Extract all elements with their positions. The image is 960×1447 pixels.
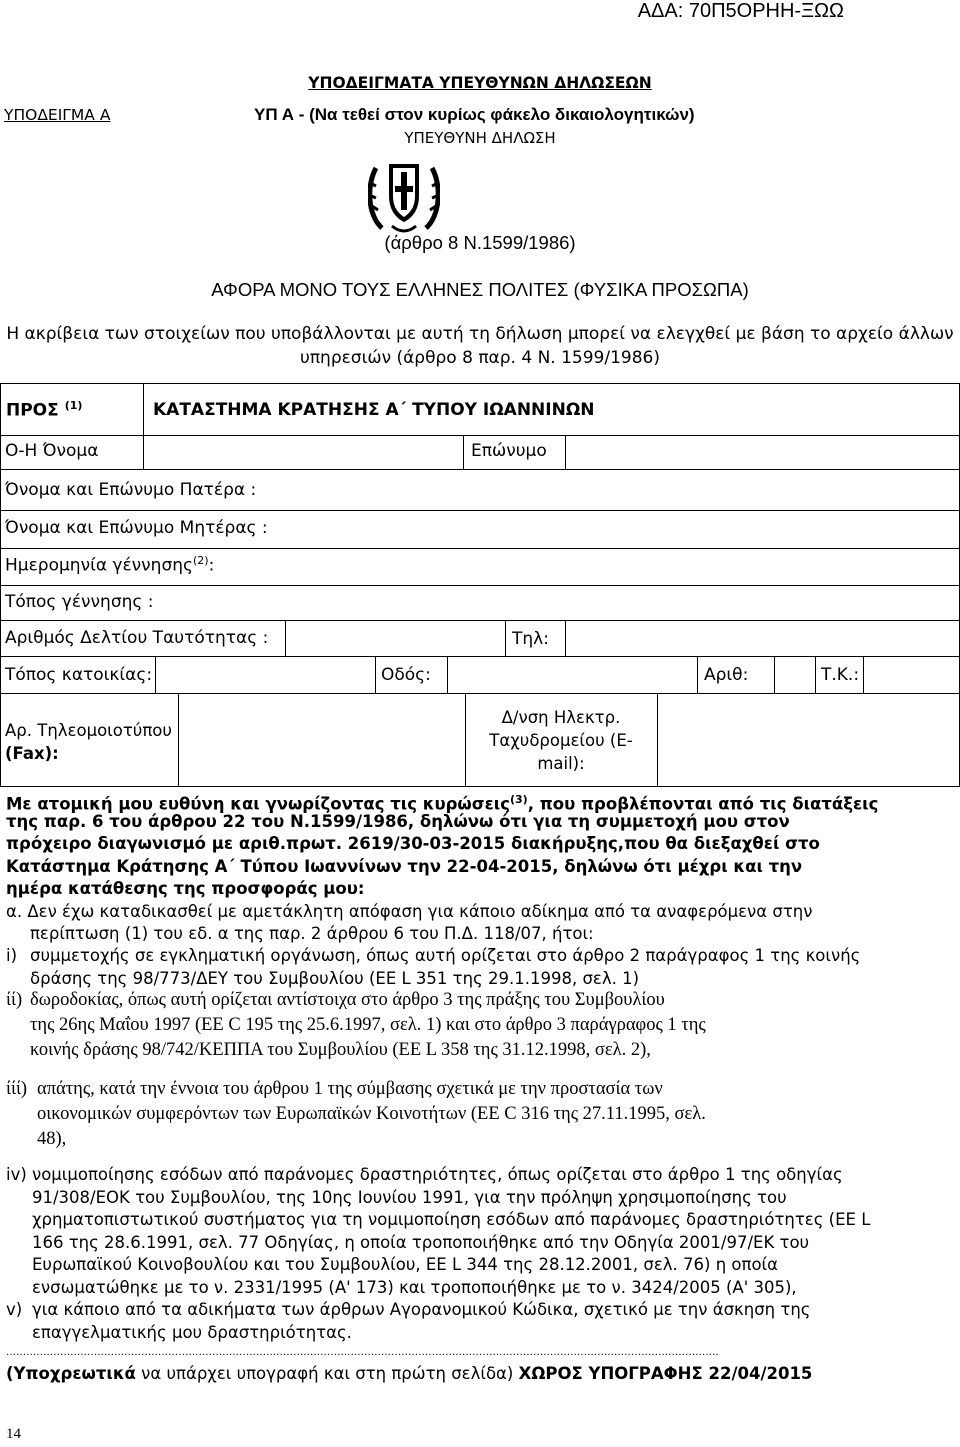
- sample-label: ΥΠΟΔΕΙΓΜΑ Α: [4, 106, 111, 124]
- father-name-label: Όνομα και Επώνυμο Πατέρα :: [5, 480, 257, 500]
- item-iii-line-1: απάτης, κατά την έννοια του άρθρου 1 της σύμβασης σχετικά με την προστασία των: [37, 1079, 663, 1099]
- fax-label: Αρ. Τηλεομοιοτύπου (Fax):: [5, 721, 172, 763]
- item-ii-line-3: κοινής δράσης 98/742/ΚΕΠΠΑ του Συμβουλίου (ΕΕ L 358 της 31.12.1998, σελ. 2),: [30, 1040, 651, 1060]
- declaration-title: ΥΠΕΥΘΥΝΗ ΔΗΛΩΣΗ: [404, 129, 556, 147]
- declaration-line-4: Κατάστημα Κράτησης Α΄ Τύπου Ιωαννίνων την 22-04-2015, δηλώνω ότι μέχρι και την: [6, 857, 803, 876]
- to-label: ΠΡΟΣ $^{(1)}$: [6, 399, 83, 421]
- name-field-label: Ο-Η Όνομα: [5, 441, 99, 461]
- greek-emblem-icon: [368, 150, 440, 236]
- item-ii-marker: ίί): [6, 990, 23, 1010]
- item-i-marker: i): [6, 946, 18, 965]
- postcode-label: Τ.Κ.:: [821, 665, 860, 685]
- law-reference: (άρθρο 8 Ν.1599/1986): [384, 232, 576, 253]
- mother-name-label: Όνομα και Επώνυμο Μητέρας :: [5, 518, 268, 538]
- item-iv-line-6: ενσωματώθηκε με το ν. 2331/1995 (Α' 173) και τροποποιήθηκε με το ν. 3424/2005 (Α' 305),: [32, 1278, 797, 1297]
- phone-label: Τηλ:: [512, 629, 549, 649]
- sample-description: ΥΠ Α - (Να τεθεί στον κυρίως φάκελο δικαιολογητικών): [254, 105, 695, 124]
- scope-line: ΑΦΟΡΑ ΜΟΝΟ ΤΟΥΣ ΕΛΛΗΝΕΣ ΠΟΛΙΤΕΣ (ΦΥΣΙΚΑ ΠΡΟΣΩΠΑ): [211, 279, 749, 300]
- item-iii-marker: ίίί): [6, 1079, 28, 1099]
- declaration-line-2: της παρ. 6 του άρθρου 22 του Ν.1599/1986, δηλώνω ότι για τη συμμετοχή μου στον: [6, 812, 790, 831]
- ada-code: ΑΔΑ: 70Π5ΟΡΗΗ-ΞΩΩ: [637, 0, 844, 22]
- item-v-line-1: για κάποιο από τα αδικήματα των άρθρων Αγορανομικού Κώδικα, σχετικό με την άσκηση της: [32, 1300, 811, 1319]
- item-iv-line-4: 166 της 28.6.1991, σελ. 77 Οδηγίας, η οποία τροποποιήθηκε από την Οδηγία 2001/97/ΕΚ του: [32, 1233, 810, 1252]
- item-iv-marker: iv): [6, 1165, 27, 1184]
- item-v-marker: v): [6, 1300, 23, 1319]
- accuracy-note-line2: υπηρεσιών (άρθρο 8 παρ. 4 Ν. 1599/1986): [299, 348, 660, 368]
- page-number: 14: [6, 1426, 21, 1442]
- item-iv-line-1: νομιμοποίησης εσόδων από παράνομες δραστηριότητες, όπως ορίζεται στο άρθρο 1 της οδηγίας: [32, 1165, 843, 1184]
- item-iii-line-2: οικονομικών συμφερόντων των Ευρωπαϊκών Κοινοτήτων (ΕΕ C 316 της 27.11.1995, σελ.: [37, 1104, 706, 1124]
- number-label: Αριθ:: [704, 665, 749, 685]
- street-label: Οδός:: [381, 665, 431, 685]
- accuracy-note-line1: Η ακρίβεια των στοιχείων που υποβάλλονται με αυτή τη δήλωση μπορεί να ελεγχθεί με βάση το αρχείο άλλων: [6, 324, 954, 344]
- item-iv-line-5: Ευρωπαϊκού Κοινοβουλίου και του Συμβουλίου, ΕΕ L 344 της 28.12.2001, σελ. 76) η οποία: [32, 1255, 779, 1274]
- declaration-line-3: πρόχειρο διαγωνισμό με αριθ.πρωτ. 2619/30-03-2015 διακήρυξης,που θα διεξαχθεί στο: [6, 834, 820, 853]
- email-label: Δ/νση Ηλεκτρ. Ταχυδρομείου (E- mail):: [489, 708, 633, 773]
- samples-title: ΥΠΟΔΕΙΓΜΑΤΑ ΥΠΕΥΘΥΝΩΝ ΔΗΛΩΣΕΩΝ: [308, 74, 652, 92]
- residence-label: Τόπος κατοικίας:: [5, 665, 153, 685]
- birth-date-label: Ημερομηνία γέννησης$^{(2)}$:: [5, 554, 215, 576]
- declaration-line-5: ημέρα κατάθεσης της προσφοράς μου:: [6, 879, 365, 898]
- item-v-line-2: επαγγελματικής μου δραστηριότητας.: [32, 1323, 352, 1342]
- item-ii-line-2: της 26ης Μαΐου 1997 (ΕΕ C 195 της 25.6.1997, σελ. 1) και στο άρθρο 3 παράγραφος 1 της: [30, 1015, 706, 1035]
- to-value: ΚΑΤΑΣΤΗΜΑ ΚΡΑΤΗΣΗΣ Α΄ ΤΥΠΟΥ ΙΩΑΝΝΙΝΩΝ: [153, 400, 595, 420]
- declaration-line-1: Με ατομική μου ευθύνη και γνωρίζοντας τις κυρώσεις$^{(3)}$, που προβλέπονται από τις διατάξεις: [6, 793, 879, 814]
- item-iv-line-2: 91/308/ΕΟΚ του Συμβουλίου, της 10ης Ιουνίου 1991, για την πρόληψη χρησιμοποίησης του: [32, 1188, 787, 1207]
- id-card-label: Αριθμός Δελτίου Ταυτότητας :: [5, 628, 269, 648]
- surname-field-label: Επώνυμο: [471, 441, 547, 461]
- birth-place-label: Τόπος γέννησης :: [5, 592, 154, 612]
- item-a-line-1: α. Δεν έχω καταδικασθεί με αμετάκλητη απόφαση για κάποιο αδίκημα από τα αναφερόμενα στην: [6, 902, 813, 921]
- item-iv-line-3: χρηματοπιστωτικού συστήματος για τη νομιμοποίηση εσόδων από παράνομες δραστηριότητες (ΕΕ L: [32, 1210, 871, 1229]
- item-iii-line-3: 48),: [37, 1129, 67, 1149]
- item-i-line-1: συμμετοχής σε εγκληματική οργάνωση, όπως αυτή ορίζεται στο άρθρο 2 παράγραφος 1 της κοινής: [30, 946, 861, 965]
- dotted-separator: ...................................................................................................................................................................................................................: [6, 1347, 719, 1358]
- item-i-line-2: δράσης της 98/773/ΔΕΥ του Συμβουλίου (ΕΕ L 351 της 29.1.1998, σελ. 1): [30, 969, 640, 988]
- item-ii-line-1: δωροδοκίας, όπως αυτή ορίζεται αντίστοιχα στο άρθρο 3 της πράξης του Συμβουλίου: [30, 990, 665, 1010]
- item-a-line-2: περίπτωση (1) του εδ. α της παρ. 2 άρθρου 6 του Π.Δ. 118/07, ήτοι:: [30, 924, 594, 943]
- signature-line: (Υποχρεωτικά να υπάρχει υπογραφή και στη πρώτη σελίδα) ΧΩΡΟΣ ΥΠΟΓΡΑΦΗΣ 22/04/2015: [6, 1364, 813, 1383]
